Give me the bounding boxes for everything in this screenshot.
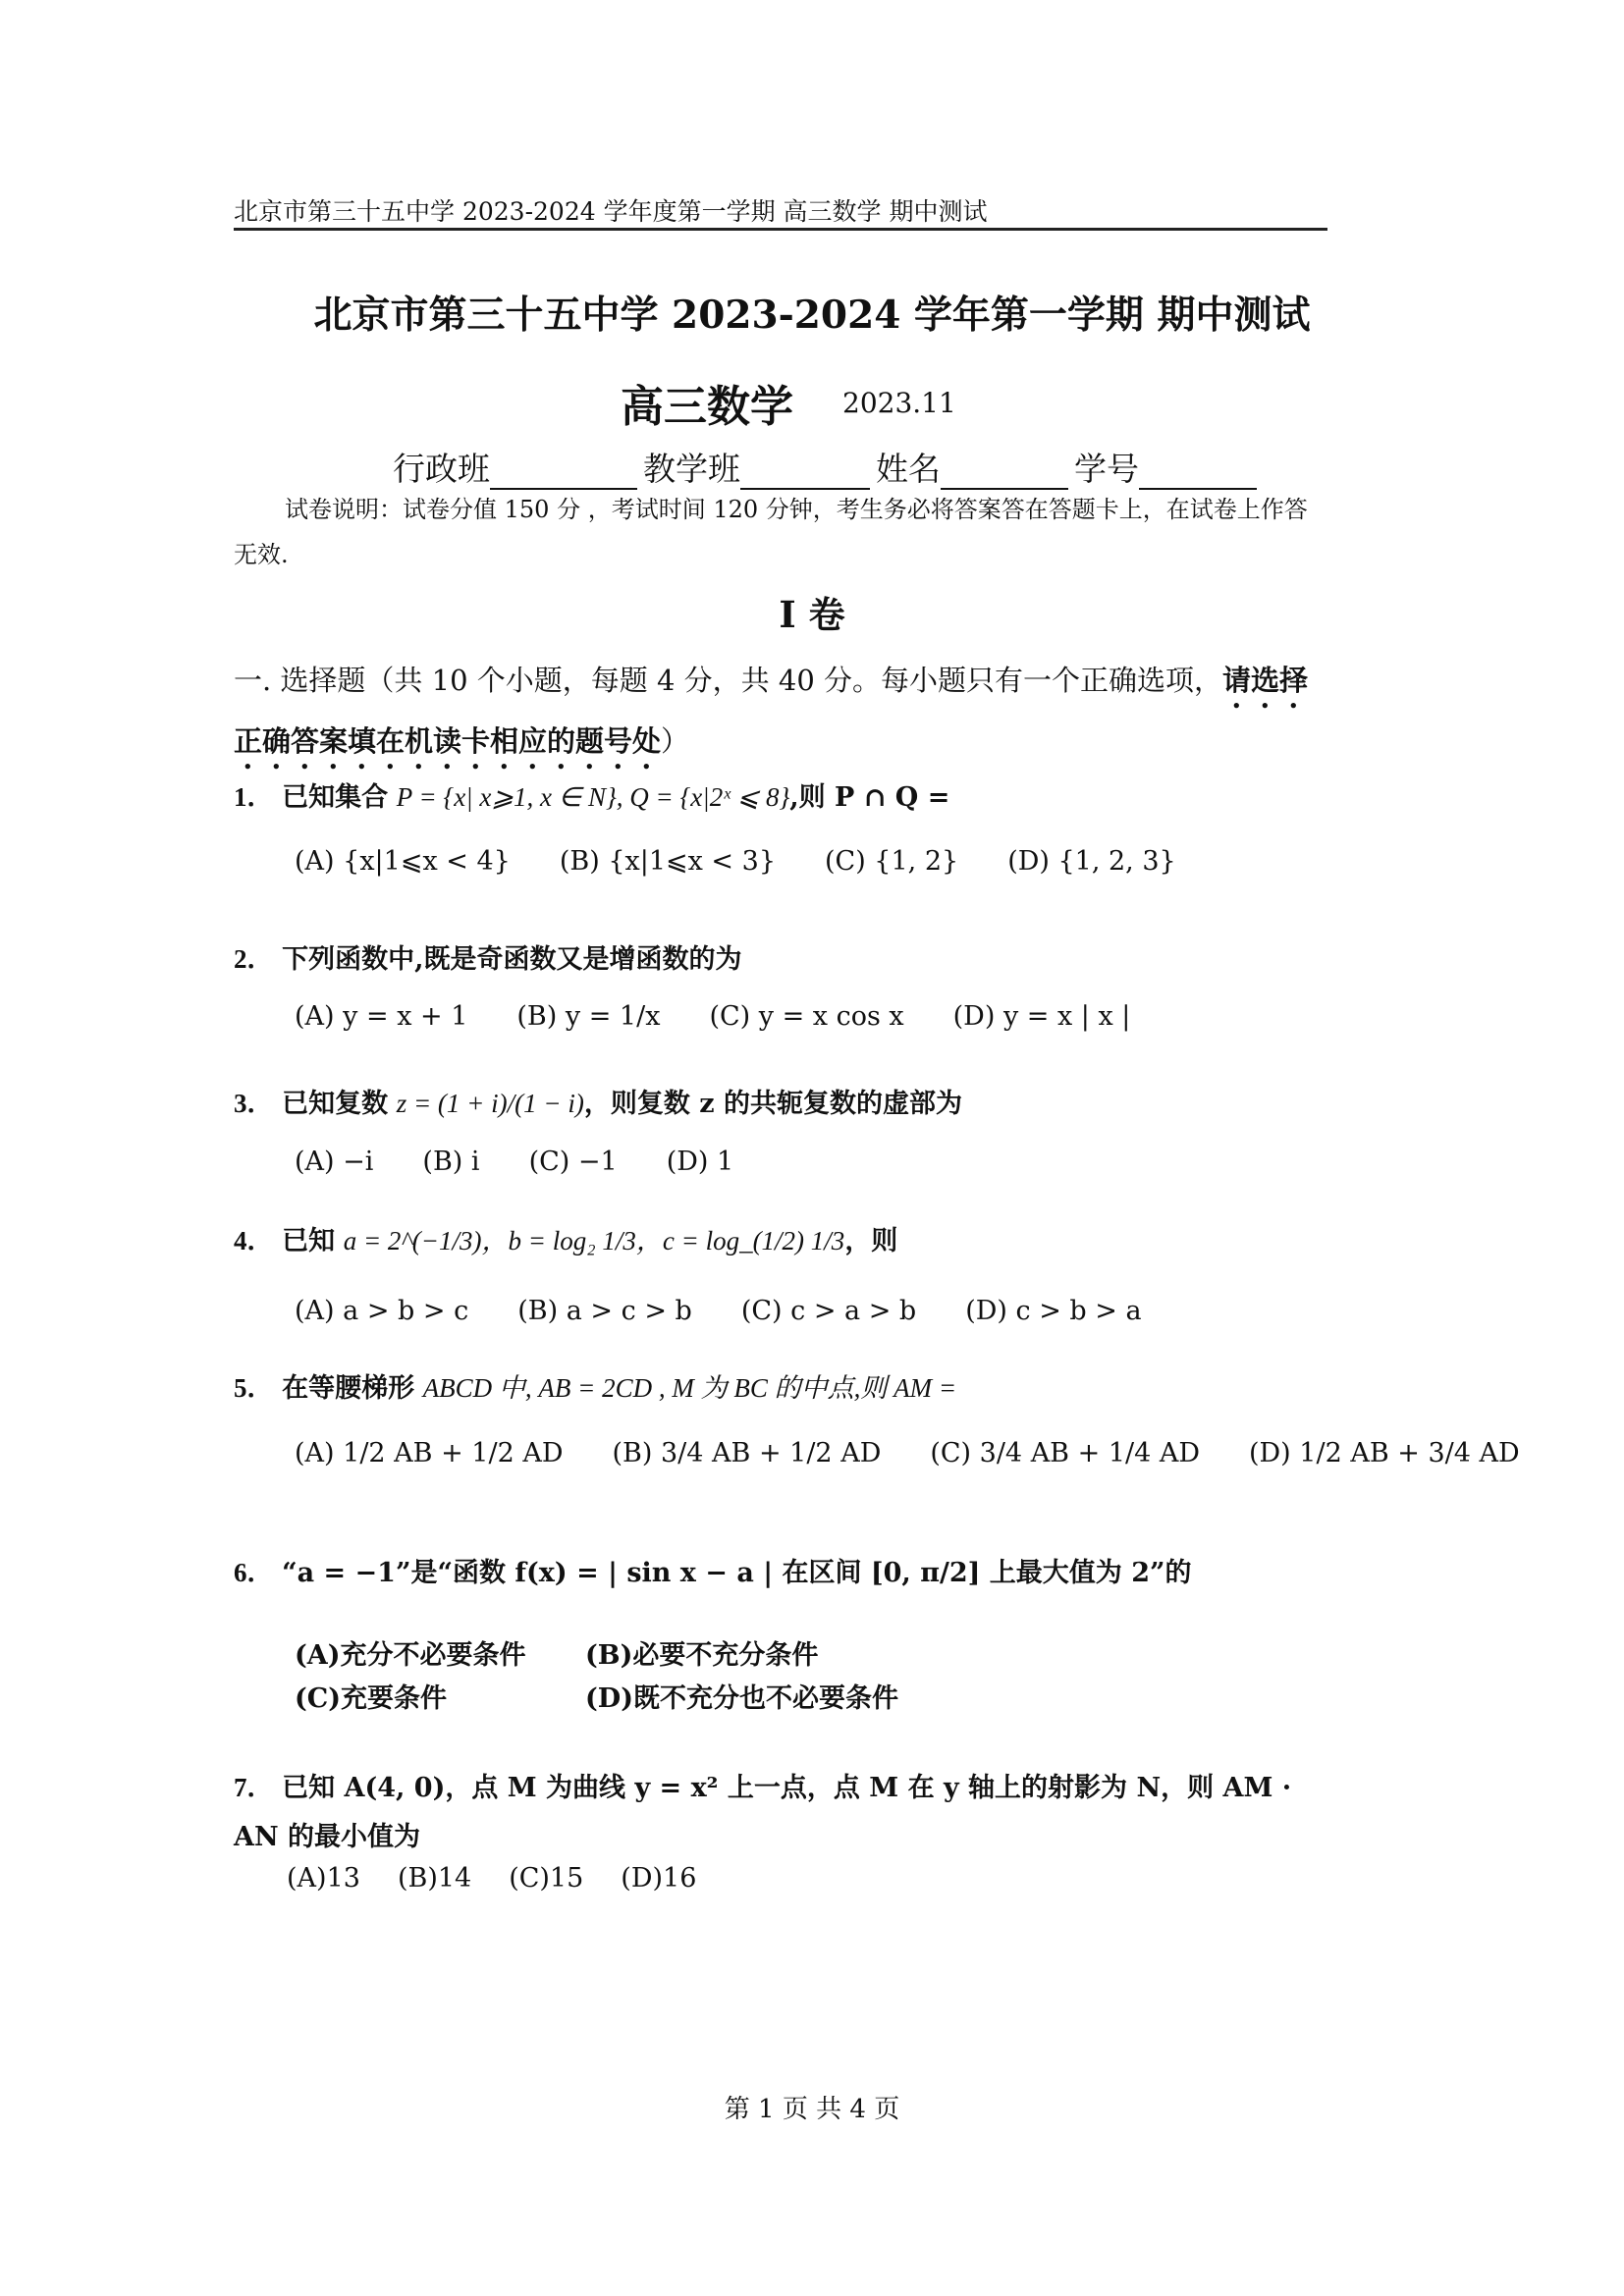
- question-number: 1．: [234, 782, 274, 812]
- option-a[interactable]: (A) 1/2 AB + 1/2 AD: [295, 1438, 564, 1468]
- exam-subtitle: 高三数学: [621, 382, 793, 432]
- option-d[interactable]: (D)既不充分也不必要条件: [585, 1683, 898, 1714]
- question-number: 3．: [234, 1089, 274, 1118]
- option-b[interactable]: (B) a > c > b: [517, 1296, 692, 1326]
- question-stem-prefix: 已知集合: [282, 782, 389, 813]
- question-2-options: [295, 1001, 1179, 1032]
- question-stem-math: ABCD 中, AB = 2CD , M 为 BC 的中点,则 AM =: [422, 1373, 957, 1403]
- instructions-text: 试卷说明：试卷分值 150 分 ，考试时间 120 分钟，考生务必将答案答在答题卡上，在试卷上作答无效.: [234, 496, 1308, 568]
- question-stem-prefix: 在等腰梯形: [282, 1373, 415, 1404]
- question-5: [234, 1366, 956, 1405]
- question-6-options-row-1: [295, 1633, 818, 1672]
- option-a[interactable]: (A) y = x + 1: [295, 1001, 468, 1032]
- option-c[interactable]: (C) {1, 2}: [825, 846, 959, 877]
- student-id-blank[interactable]: [1139, 458, 1257, 490]
- question-stem-prefix: 已知复数: [282, 1089, 389, 1119]
- page-footer: 第 1 页 共 4 页: [724, 2095, 900, 2124]
- option-d[interactable]: (D) {1, 2, 3}: [1007, 846, 1176, 877]
- question-number: 7．: [234, 1773, 274, 1802]
- option-a[interactable]: (A)13: [287, 1863, 360, 1894]
- option-b[interactable]: (B) {x|1⩽x < 3}: [559, 846, 776, 877]
- question-3-options: [295, 1147, 783, 1177]
- question-stem-suffix: ，则: [844, 1226, 898, 1256]
- header-divider: [234, 228, 1327, 231]
- option-a[interactable]: (A) −i: [295, 1147, 374, 1177]
- teaching-class-blank[interactable]: [740, 458, 870, 490]
- option-a[interactable]: (A) a > b > c: [295, 1296, 469, 1326]
- option-c[interactable]: (C) 3/4 AB + 1/4 AD: [930, 1438, 1200, 1468]
- instructions: [234, 487, 1327, 577]
- question-stem: 下列函数中,既是奇函数又是增函数的为: [282, 944, 742, 975]
- question-stem-math: a = 2^(−1/3)，b = log₂ 1/3，c = log_(1/2) 1/3: [343, 1226, 845, 1255]
- running-header: 北京市第三十五中学 2023-2024 学年度第一学期 高三数学 期中测试: [234, 197, 988, 226]
- option-b[interactable]: (B)14: [397, 1863, 472, 1894]
- question-stem-suffix: ，则复数 z 的共轭复数的虚部为: [583, 1089, 962, 1119]
- option-c[interactable]: (C) y = x cos x: [709, 1001, 904, 1032]
- option-d[interactable]: (D) 1: [666, 1147, 734, 1177]
- info-label-teaching-class: 教学班: [643, 450, 740, 488]
- option-d[interactable]: (D) 1/2 AB + 3/4 AD: [1249, 1438, 1520, 1468]
- question-number: 5．: [234, 1373, 274, 1403]
- question-stem-math: z = (1 + i)/(1 − i): [396, 1089, 584, 1118]
- option-a[interactable]: (A)充分不必要条件: [295, 1640, 526, 1671]
- option-c[interactable]: (C) −1: [528, 1147, 618, 1177]
- question-7-options: [287, 1863, 733, 1894]
- question-2: [234, 937, 742, 976]
- name-blank[interactable]: [941, 458, 1068, 490]
- option-c[interactable]: (C) c > a > b: [740, 1296, 917, 1326]
- option-a[interactable]: (A) {x|1⩽x < 4}: [295, 846, 511, 877]
- section-heading: [234, 654, 1333, 775]
- option-c[interactable]: (C)15: [509, 1863, 584, 1894]
- admin-class-blank[interactable]: [490, 458, 637, 490]
- question-number: 2．: [234, 944, 274, 974]
- question-stem-prefix: 已知: [282, 1226, 336, 1256]
- info-label-student-id: 学号: [1074, 450, 1139, 488]
- question-6-options-row-2: [295, 1677, 898, 1715]
- section-intro: 一. 选择题（共 10 个小题，每题 4 分，共 40 分。每小题只有一个正确选项，: [234, 664, 1223, 697]
- exam-title: 北京市第三十五中学 2023-2024 学年第一学期 期中测试: [313, 293, 1311, 338]
- question-1: [234, 775, 949, 814]
- info-label-name: 姓名: [876, 450, 941, 488]
- question-1-options: [295, 846, 1225, 877]
- question-6: [234, 1551, 1192, 1589]
- option-d[interactable]: (D) c > b > a: [965, 1296, 1142, 1326]
- question-number: 6．: [234, 1558, 274, 1587]
- question-7: [234, 1763, 1327, 1862]
- option-b[interactable]: (B) y = 1/x: [516, 1001, 661, 1032]
- question-stem: “a = −1”是“函数 f(x) = | sin x − a | 在区间 [0, π/2] 上最大值为 2”的: [282, 1558, 1192, 1588]
- option-b[interactable]: (B) 3/4 AB + 1/2 AD: [612, 1438, 882, 1468]
- exam-date: 2023.11: [842, 387, 956, 419]
- info-label-class: 行政班: [393, 450, 490, 488]
- question-number: 4．: [234, 1226, 274, 1255]
- question-4-options: [295, 1296, 1191, 1326]
- volume-heading: I 卷: [779, 593, 845, 636]
- question-stem-suffix: ,则 P ∩ Q =: [789, 782, 950, 813]
- option-b[interactable]: (B) i: [422, 1147, 480, 1177]
- section-close: ）: [661, 724, 690, 758]
- option-d[interactable]: (D) y = x | x |: [952, 1001, 1131, 1032]
- question-3: [234, 1082, 962, 1120]
- option-d[interactable]: (D)16: [621, 1863, 697, 1894]
- student-info-row: [393, 444, 1263, 490]
- option-c[interactable]: (C)充要条件: [295, 1683, 448, 1714]
- option-b[interactable]: (B)必要不充分条件: [585, 1640, 819, 1671]
- section-emphasis: 请选择正确答案填在机读卡相应的题号处: [234, 664, 1309, 758]
- question-stem-math: P = {x| x⩾1, x ∈ N}, Q = {x|2ˣ ⩽ 8}: [396, 782, 790, 812]
- question-4: [234, 1219, 897, 1257]
- question-stem: 已知 A(4, 0)，点 M 为曲线 y = x² 上一点，点 M 在 y 轴上的射影为 N，则 AM · AN 的最小值为: [234, 1773, 1292, 1852]
- question-5-options: [295, 1438, 1569, 1468]
